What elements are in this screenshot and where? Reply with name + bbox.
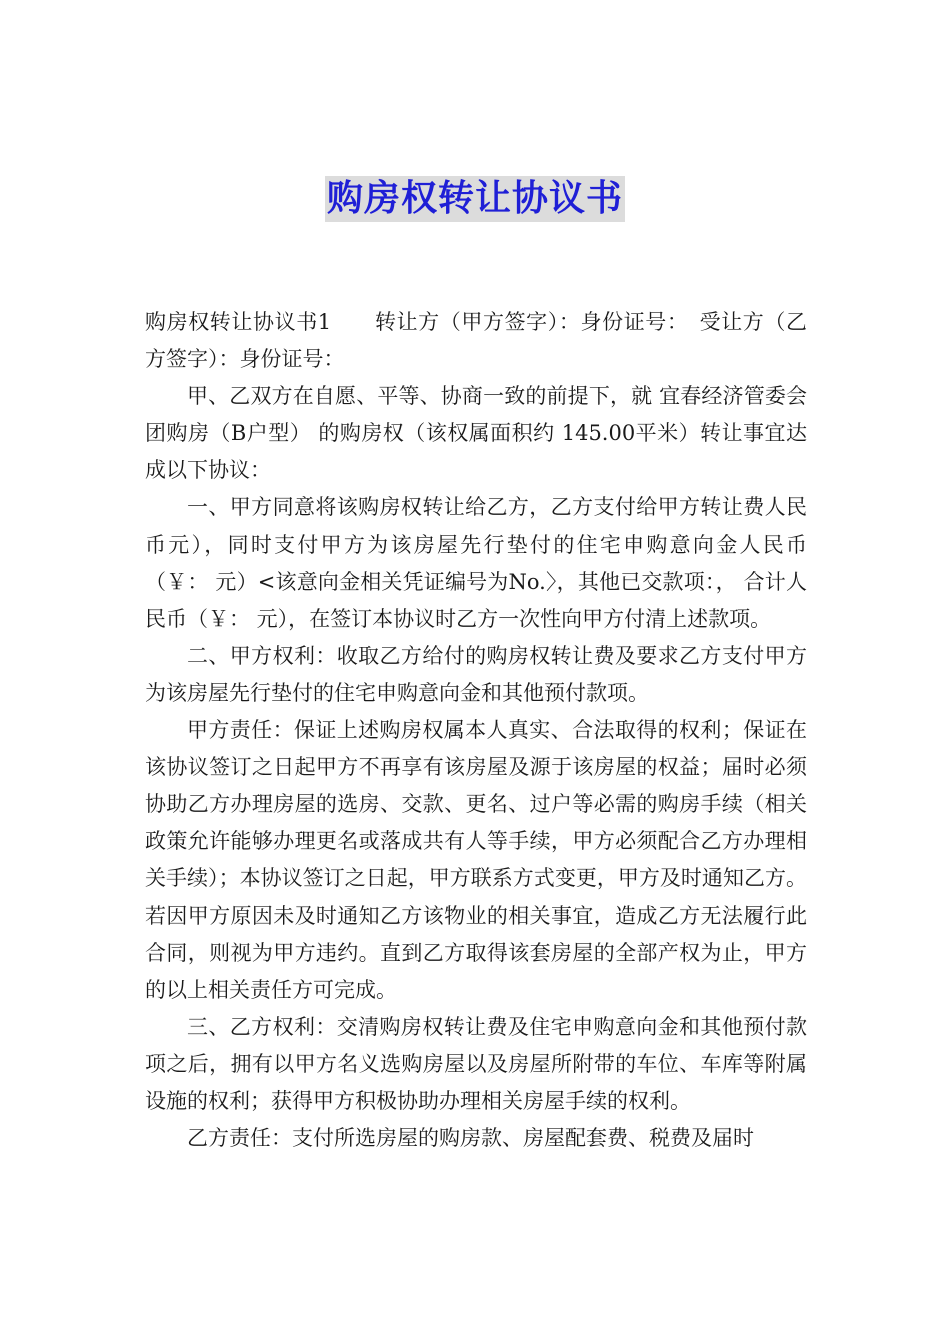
document-title: 购房权转让协议书 bbox=[325, 176, 625, 222]
paragraph-clause-2-rights: 二、甲方权利：收取乙方给付的购房权转让费及要求乙方支付甲方为该房屋先行垫付的住宅申购意向金和其他预付款项。 bbox=[145, 643, 807, 705]
paragraph-clause-2-duties: 甲方责任：保证上述购房权属本人真实、合法取得的权利；保证在该协议签订之日起甲方不再享有该房屋及源于该房屋的权益；届时必须协助乙方办理房屋的选房、交款、更名、过户等必需的购房手续（相关政策允许能够办理更名或落成共有人等手续，甲方必须配合乙方办理相关手续）；本协议签订之日起，甲方联系方式变更，甲方及时通知乙方。若因甲方原因未及时通知乙方该物业的相关事宜，造成乙方无法履行此合同，则视为甲方违约。直到乙方取得该套房屋的全部产权为止，甲方的以上相关责任方可完成。 bbox=[145, 718, 807, 1002]
title-container bbox=[0, 176, 950, 222]
document-body bbox=[145, 304, 807, 1157]
paragraph-preamble: 甲、乙双方在自愿、平等、协商一致的前提下，就 宜春经济管委会团购房（B户型） 的购房权（该权属面积约 145.00平米）转让事宜达成以下协议： bbox=[145, 384, 807, 483]
paragraph-clause-3-duties: 乙方责任：支付所选房屋的购房款、房屋配套费、税费及届时 bbox=[187, 1126, 754, 1151]
paragraph-header: 购房权转让协议书1 转让方（甲方签字）：身份证号： 受让方（乙方签字）：身份证号： bbox=[145, 310, 807, 372]
paragraph-clause-1: 一、甲方同意将该购房权转让给乙方，乙方支付给甲方转让费人民币元），同时支付甲方为该房屋先行垫付的住宅申购意向金人民币 （￥： 元）<该意向金相关凭证编号为No.〉，其他已交款项：， 合计人民币（￥： 元），在签订本协议时乙方一次性向甲方付清上述款项。 bbox=[145, 495, 807, 631]
paragraph-clause-3-rights: 三、乙方权利：交清购房权转让费及住宅申购意向金和其他预付款项之后，拥有以甲方名义选购房屋以及房屋所附带的车位、车库等附属设施的权利；获得甲方积极协助办理相关房屋手续的权利。 bbox=[145, 1014, 807, 1113]
